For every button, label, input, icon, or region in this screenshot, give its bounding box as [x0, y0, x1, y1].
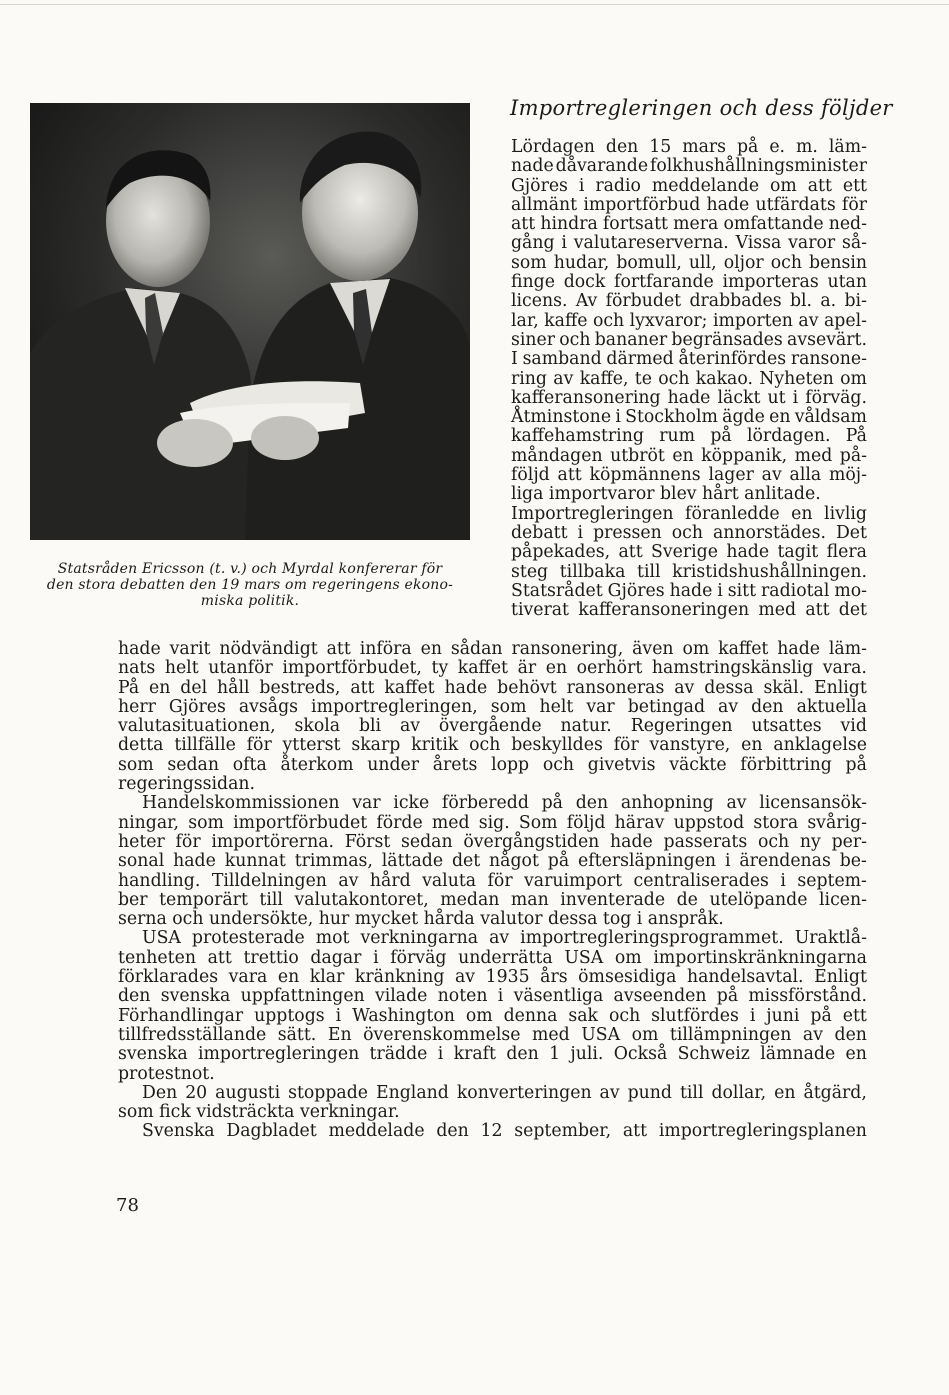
text-line: regeringssidan.	[118, 774, 256, 795]
caption-line: den stora debatten den 19 mars om regeringens ekono-	[46, 577, 454, 593]
text-line: som sedan ofta återkom under årets lopp och givetvis väckte förbittring på	[118, 754, 867, 775]
text-line: hade varit nödvändigt att införa en sådan ransonering, även om kaffet hade läm-	[118, 639, 867, 659]
text-line: förklarades vara en klar kränkning av 1935 års ömsesidiga handelsavtal. Enligt	[118, 967, 867, 988]
text-line: tillfredsställande sätt. En överenskommelse med USA om tillämpningen av den	[118, 1024, 867, 1045]
text-line: kaffehamstring rum på lördagen. På	[511, 426, 867, 447]
full-width-text	[118, 640, 867, 1142]
text-line: serna och undersökte, hur mycket hårda valutor dessa tog i anspråk.	[118, 909, 724, 930]
text-line: gång i valutareserverna. Vissa varor så-	[511, 233, 867, 254]
photograph-two-men-reading-papers	[30, 103, 470, 540]
text-line: ningar, som importförbudet förde med sig. Som följd härav uppstod stora svårig-	[118, 812, 867, 833]
text-line: svenska importregleringen trädde i kraft den 1 juli. Också Schweiz lämnade en	[118, 1044, 867, 1065]
text-line: Den 20 augusti stoppade England konverteringen av pund till dollar, en åtgärd,	[142, 1082, 867, 1103]
text-line: Handelskommissionen var icke förberedd på den anhopning av licensansök-	[142, 793, 867, 814]
text-line: Åtminstone i Stockholm ägde en våldsam	[511, 407, 867, 428]
text-line: Statsrådet Gjöres hade i sitt radiotal mo-	[511, 580, 867, 601]
text-line: sonal hade kunnat trimmas, lättade det något på eftersläpningen i ärendenas be-	[118, 851, 867, 872]
text-line: kafferansonering hade läckt ut i förväg.	[511, 387, 867, 408]
text-line: protestnot.	[118, 1063, 215, 1084]
text-line: påpekades, att Sverige hade tagit flera	[511, 542, 867, 563]
text-line: liga importvaror blev hårt anlitade.	[511, 484, 821, 505]
text-line: herr Gjöres avsågs importregleringen, som helt var betingad av den aktuella	[118, 696, 867, 717]
text-line: På en del håll bestreds, att kaffet hade behövt ransoneras av dessa skäl. Enligt	[118, 677, 867, 698]
text-line: steg tillbaka till kristidshushållningen.	[511, 561, 867, 582]
text-line: Importregleringen föranledde en livlig	[511, 503, 867, 524]
text-line: Lördagen den 15 mars på e. m. läm-	[511, 137, 867, 157]
text-line: detta tillfälle för ytterst skarp kritik och beskylldes för vanstyre, en anklagelse	[118, 735, 867, 756]
caption-line: miska politik.	[200, 593, 300, 609]
text-line: valutasituationen, skola bli av övergående natur. Regeringen utsattes vid	[118, 716, 867, 737]
text-line: I samband därmed återinfördes ransone-	[511, 349, 867, 370]
text-line: siner och bananer begränsades avsevärt.	[511, 329, 867, 350]
text-line: tiverat kafferansoneringen med att det	[511, 600, 867, 621]
text-line: debatt i pressen och annorstädes. Det	[511, 522, 867, 543]
section-heading: Importregleringen och dess följder	[510, 96, 893, 120]
text-line: finge dock fortfarande importeras utan	[511, 272, 867, 293]
text-line: att hindra fortsatt mera omfattande ned-	[511, 214, 867, 235]
text-line: ber temporärt till valutakontoret, medan man inventerade de utelöpande licen-	[118, 889, 867, 910]
text-line: Svenska Dagbladet meddelade den 12 september, att importregleringsplanen	[142, 1121, 867, 1142]
text-line: tenheten att trettio dagar i förväg underrätta USA om importinskränkningarna	[118, 947, 867, 968]
text-line: den svenska uppfattningen vilade noten i väsentliga avseenden på missförstånd.	[118, 986, 867, 1007]
text-line: Förhandlingar upptogs i Washington om denna sak och slutfördes i juni på ett	[118, 1005, 867, 1026]
text-line: allmänt importförbud hade utfärdats för	[511, 194, 867, 215]
text-line: som hudar, bomull, ull, oljor och bensin	[511, 252, 867, 273]
text-line: nats helt utanför importförbudet, ty kaffet är en oerhört hamstringskänslig vara.	[118, 658, 867, 679]
text-line: lar, kaffe och lyxvaror; importen av apel-	[511, 310, 867, 331]
page-number: 78	[116, 1195, 139, 1216]
text-line: Gjöres i radio meddelande om att ett	[511, 175, 867, 196]
right-column-text	[511, 138, 867, 620]
top-edge-rule	[0, 4, 949, 5]
text-line: som fick vidsträckta verkningar.	[118, 1102, 400, 1123]
photo-illustration	[30, 103, 470, 540]
text-line: nade dåvarande folkhushållningsminister	[511, 156, 867, 177]
text-line: ring av kaffe, te och kakao. Nyheten om	[511, 368, 867, 389]
text-line: handling. Tilldelningen av hård valuta för varuimport centraliserades i septem-	[118, 870, 867, 891]
text-line: måndagen utbröt en köppanik, med på-	[511, 445, 867, 466]
text-line: USA protesterade mot verkningarna av importregleringsprogrammet. Uraktlå-	[142, 928, 867, 949]
photo-caption	[20, 561, 480, 609]
text-line: licens. Av förbudet drabbades bl. a. bi-	[511, 291, 867, 312]
text-line: följd att köpmännens lager av alla möj-	[511, 465, 867, 486]
caption-line: Statsråden Ericsson (t. v.) och Myrdal konfererar för	[57, 561, 443, 577]
text-line: heter för importörerna. Först sedan övergångstiden hade passerats och ny per-	[118, 831, 867, 852]
